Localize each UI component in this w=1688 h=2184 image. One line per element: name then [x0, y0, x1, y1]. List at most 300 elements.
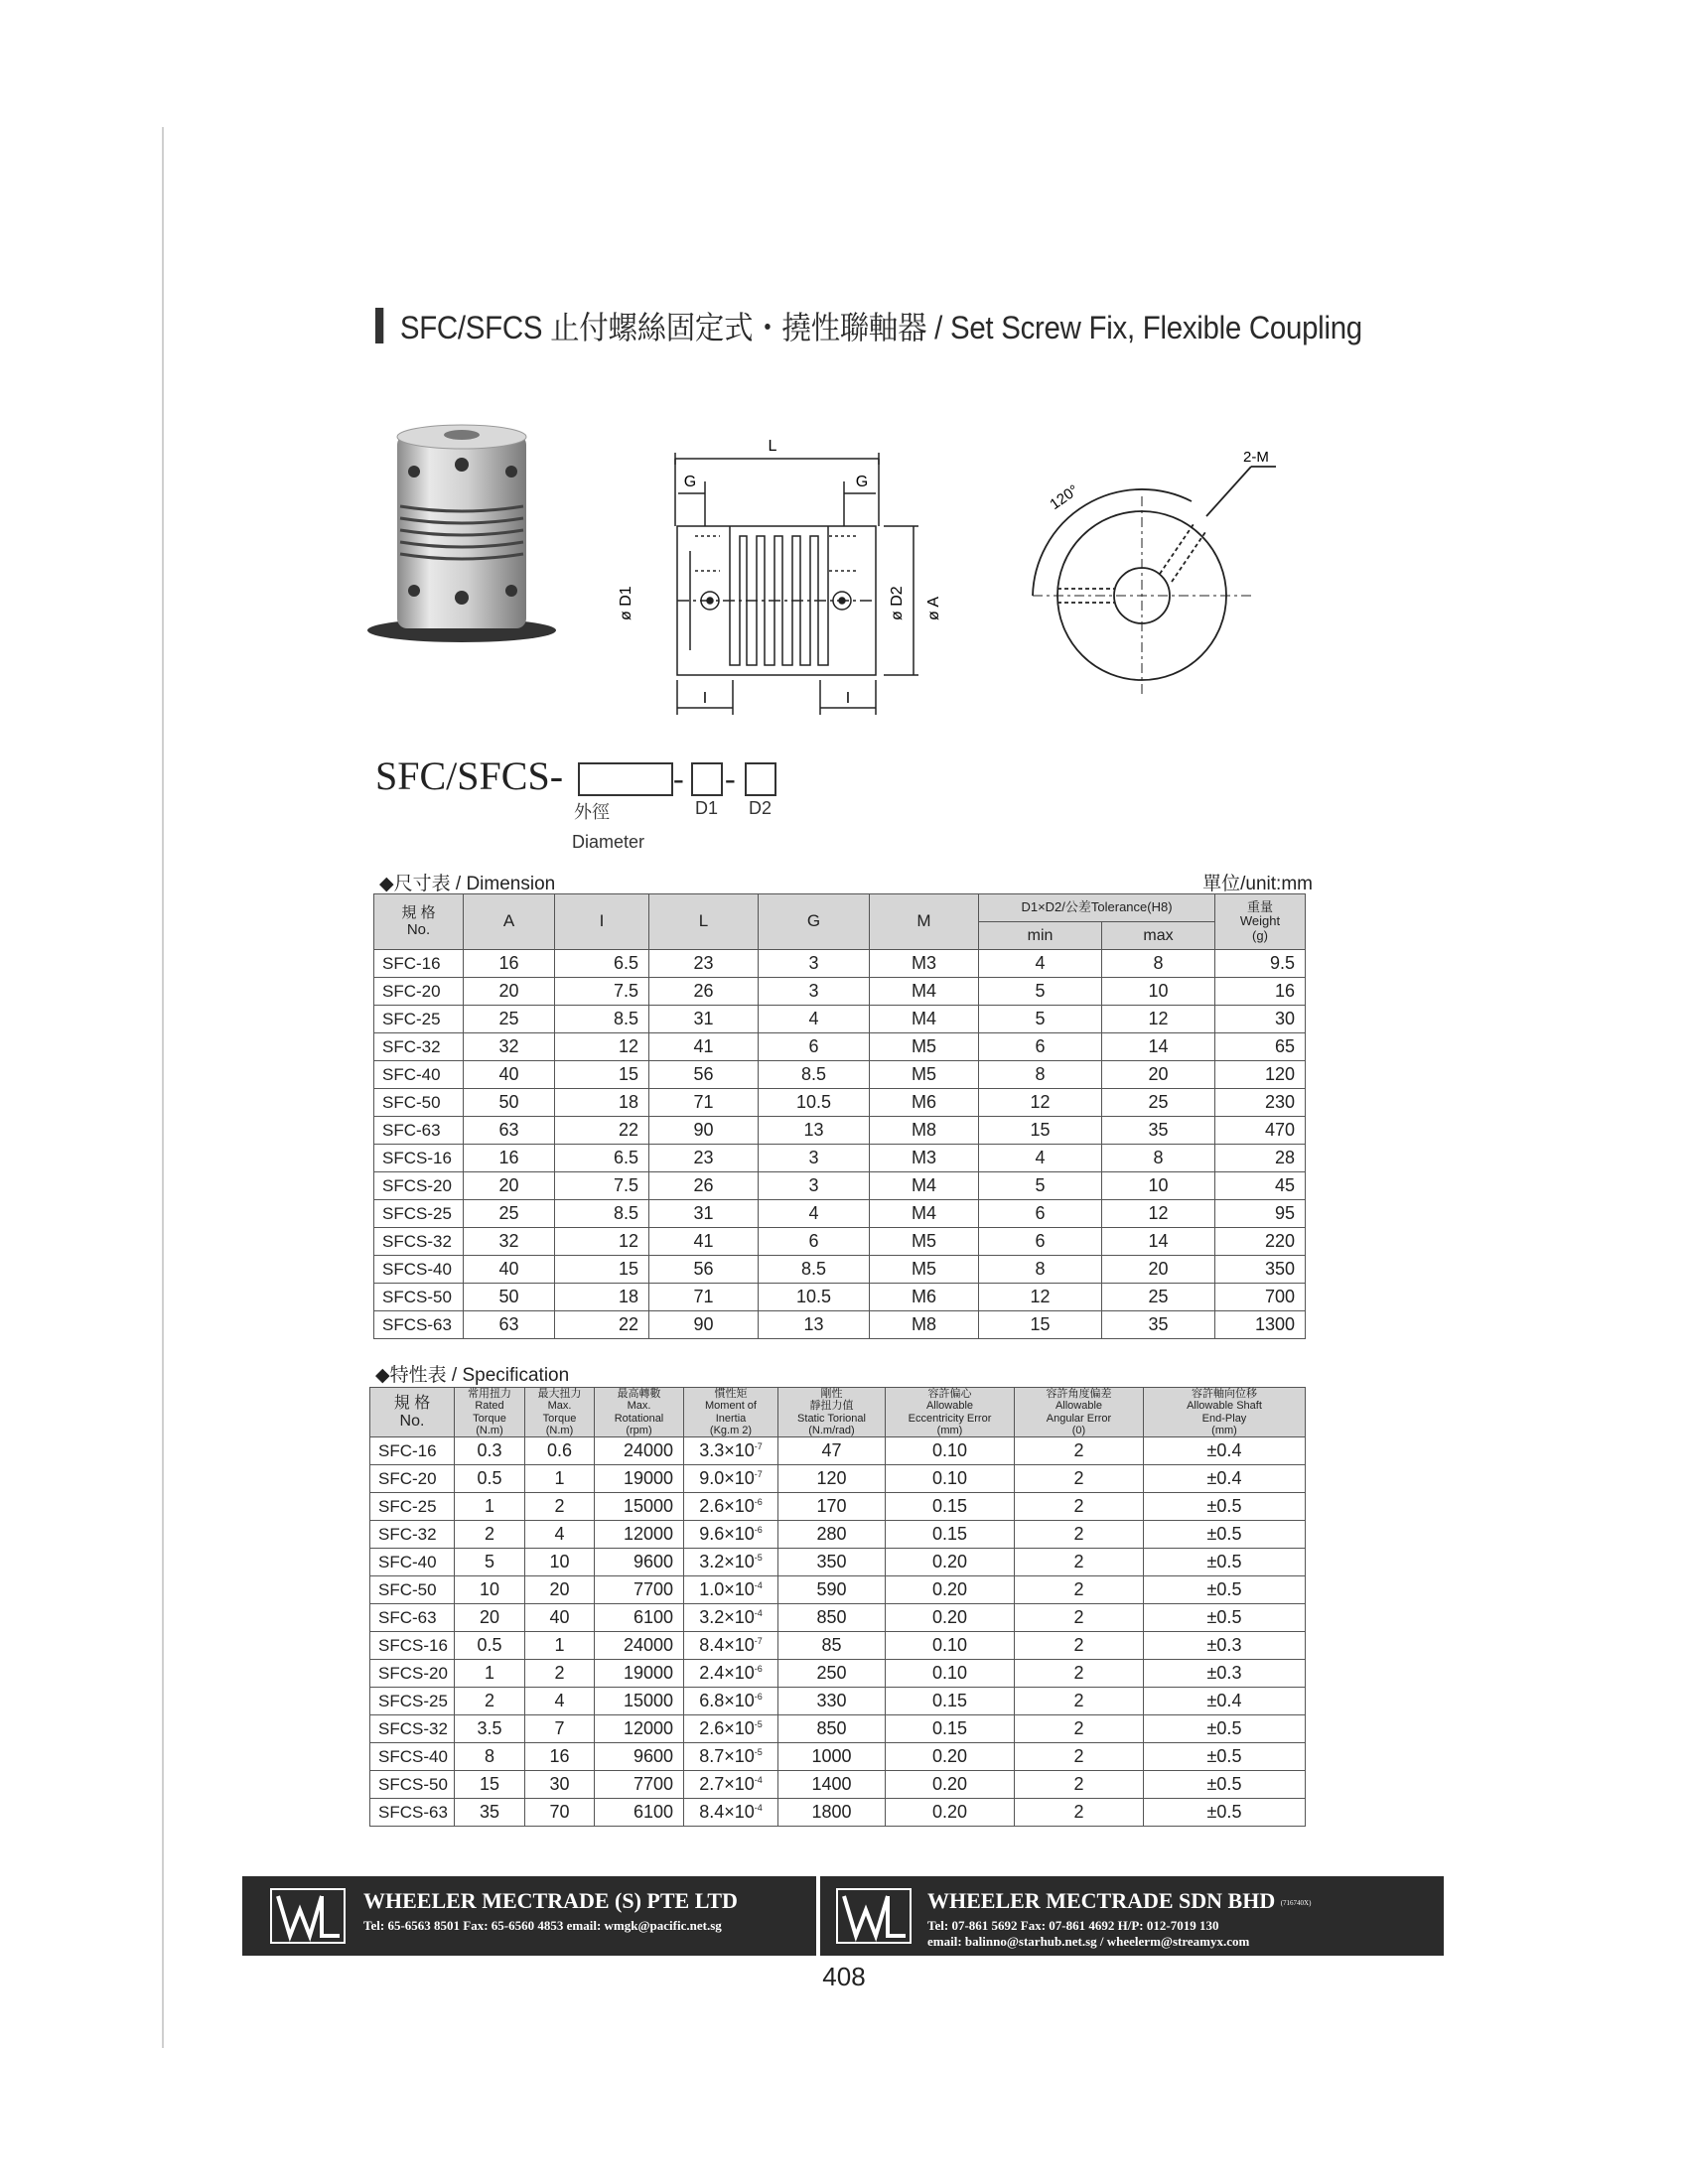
rated-torque-cell: 10	[455, 1576, 525, 1604]
max-rpm-cell: 6100	[595, 1799, 684, 1827]
table-cell: M5	[870, 1061, 979, 1089]
dim-label-D1: ø D1	[618, 586, 634, 620]
table-row	[370, 1604, 1306, 1632]
eccentricity-cell: 0.15	[886, 1521, 1015, 1549]
end-play-cell: ±0.5	[1144, 1743, 1306, 1771]
end-play-cell: ±0.5	[1144, 1493, 1306, 1521]
table-cell: 20	[464, 978, 555, 1006]
table-row	[370, 1743, 1306, 1771]
table-cell: 12	[555, 1228, 649, 1256]
angular-error-cell: 2	[1015, 1437, 1144, 1465]
model-number-cell: SFCS-63	[374, 1311, 464, 1339]
dim-label-I-right: I	[845, 690, 851, 707]
max-torque-cell: 1	[525, 1632, 595, 1660]
table-row	[370, 1688, 1306, 1715]
table-row	[370, 1660, 1306, 1688]
max-torque-cell: 2	[525, 1660, 595, 1688]
table-cell: 10.5	[759, 1089, 870, 1117]
inertia-cell: $8.4\times 10^{-7}$	[684, 1632, 778, 1660]
angular-error-cell: 2	[1015, 1549, 1144, 1576]
inertia-cell: $2.6\times 10^{-6}$	[684, 1493, 778, 1521]
table-cell: 5	[979, 1006, 1102, 1033]
model-number-cell: SFCS-50	[370, 1771, 455, 1799]
model-number-cell: SFC-63	[370, 1604, 455, 1632]
company-contact-right: Tel: 07-861 5692 Fax: 07-861 4692 H/P: 012-7019 130 email: balinno@starhub.net.sg / wheelerm@streamyx.com	[927, 1918, 1250, 1949]
table-cell: 71	[649, 1284, 759, 1311]
table-row	[370, 1715, 1306, 1743]
max-rpm-cell: 7700	[595, 1771, 684, 1799]
angular-error-cell: 2	[1015, 1521, 1144, 1549]
eccentricity-cell: 0.20	[886, 1799, 1015, 1827]
end-play-cell: ±0.5	[1144, 1549, 1306, 1576]
max-torque-cell: 2	[525, 1493, 595, 1521]
table-cell: M4	[870, 1172, 979, 1200]
angular-error-cell: 2	[1015, 1660, 1144, 1688]
inertia-cell: $6.8\times 10^{-6}$	[684, 1688, 778, 1715]
diameter-box	[578, 762, 673, 796]
table-cell: 31	[649, 1200, 759, 1228]
table-cell: 4	[759, 1006, 870, 1033]
table-cell: 23	[649, 950, 759, 978]
eccentricity-cell: 0.20	[886, 1743, 1015, 1771]
table-cell: 32	[464, 1033, 555, 1061]
static-torsional-cell: 280	[778, 1521, 886, 1549]
end-play-cell: ±0.5	[1144, 1715, 1306, 1743]
table-row	[374, 1117, 1306, 1145]
model-number-cell: SFC-16	[374, 950, 464, 978]
end-play-cell: ±0.4	[1144, 1465, 1306, 1493]
static-torsional-cell: 250	[778, 1660, 886, 1688]
max-rpm-cell: 15000	[595, 1688, 684, 1715]
table-cell: M3	[870, 950, 979, 978]
table-row	[370, 1632, 1306, 1660]
inertia-cell: $8.7\times 10^{-5}$	[684, 1743, 778, 1771]
eccentricity-cell: 0.10	[886, 1660, 1015, 1688]
max-rpm-cell: 9600	[595, 1549, 684, 1576]
max-rpm-cell: 12000	[595, 1521, 684, 1549]
col-weight: 重量 Weight (g)	[1215, 894, 1306, 950]
col-A: A	[464, 894, 555, 950]
eccentricity-cell: 0.20	[886, 1549, 1015, 1576]
table-row	[374, 1089, 1306, 1117]
col-max: max	[1102, 922, 1215, 950]
table-row	[374, 1311, 1306, 1339]
table-cell: 10	[1102, 1172, 1215, 1200]
dim-label-G-right: G	[855, 474, 869, 490]
model-number-cell: SFC-40	[374, 1061, 464, 1089]
table-row	[374, 1200, 1306, 1228]
table-cell: 12	[1102, 1200, 1215, 1228]
table-cell: 8	[979, 1256, 1102, 1284]
table-cell: 13	[759, 1311, 870, 1339]
table-cell: 12	[1102, 1006, 1215, 1033]
angular-error-cell: 2	[1015, 1465, 1144, 1493]
table-cell: 28	[1215, 1145, 1306, 1172]
static-torsional-cell: 170	[778, 1493, 886, 1521]
table-cell: 6.5	[555, 1145, 649, 1172]
max-rpm-cell: 19000	[595, 1465, 684, 1493]
inertia-cell: $2.4\times 10^{-6}$	[684, 1660, 778, 1688]
table-row	[374, 1006, 1306, 1033]
table-cell: 3	[759, 950, 870, 978]
model-number-cell: SFC-32	[374, 1033, 464, 1061]
table-cell: 35	[1102, 1311, 1215, 1339]
model-number-cell: SFC-16	[370, 1437, 455, 1465]
static-torsional-cell: 590	[778, 1576, 886, 1604]
model-number-cell: SFC-20	[374, 978, 464, 1006]
model-number-cell: SFC-20	[370, 1465, 455, 1493]
table-cell: 3	[759, 1145, 870, 1172]
angular-error-cell: 2	[1015, 1799, 1144, 1827]
model-number-cell: SFC-50	[374, 1089, 464, 1117]
table-cell: 1300	[1215, 1311, 1306, 1339]
table-cell: 41	[649, 1228, 759, 1256]
table-cell: 50	[464, 1284, 555, 1311]
table-cell: 20	[1102, 1256, 1215, 1284]
company-name-left: WHEELER MECTRADE (S) PTE LTD	[363, 1888, 738, 1913]
eccentricity-cell: 0.15	[886, 1688, 1015, 1715]
table-cell: 5	[979, 978, 1102, 1006]
table-cell: 25	[464, 1200, 555, 1228]
table-cell: 9.5	[1215, 950, 1306, 978]
table-cell: 15	[555, 1061, 649, 1089]
table-cell: M6	[870, 1089, 979, 1117]
inertia-cell: $3.3\times 10^{-7}$	[684, 1437, 778, 1465]
screw-label: 2-M	[1243, 449, 1269, 466]
table-cell: 25	[1102, 1089, 1215, 1117]
rated-torque-cell: 35	[455, 1799, 525, 1827]
rated-torque-cell: 15	[455, 1771, 525, 1799]
end-play-cell: ±0.3	[1144, 1632, 1306, 1660]
model-number-cell: SFCS-40	[370, 1743, 455, 1771]
table-cell: 35	[1102, 1117, 1215, 1145]
model-number-cell: SFC-25	[370, 1493, 455, 1521]
table-cell: M3	[870, 1145, 979, 1172]
table-cell: 12	[555, 1033, 649, 1061]
table-cell: 45	[1215, 1172, 1306, 1200]
spec-col-1: 常用扭力 Rated Torque (N.m)	[455, 1388, 525, 1437]
table-cell: 350	[1215, 1256, 1306, 1284]
inertia-cell: $9.6\times 10^{-6}$	[684, 1521, 778, 1549]
dim-label-I-left: I	[702, 690, 708, 707]
table-cell: M5	[870, 1256, 979, 1284]
max-torque-cell: 10	[525, 1549, 595, 1576]
inertia-cell: $2.6\times 10^{-5}$	[684, 1715, 778, 1743]
table-row	[374, 978, 1306, 1006]
end-play-cell: ±0.5	[1144, 1799, 1306, 1827]
table-cell: M8	[870, 1311, 979, 1339]
table-cell: 8.5	[555, 1200, 649, 1228]
dim-label-L: L	[768, 438, 777, 455]
table-cell: 18	[555, 1089, 649, 1117]
static-torsional-cell: 330	[778, 1688, 886, 1715]
model-number-cell: SFCS-50	[374, 1284, 464, 1311]
inertia-cell: $1.0\times 10^{-4}$	[684, 1576, 778, 1604]
table-cell: 15	[555, 1256, 649, 1284]
rated-torque-cell: 2	[455, 1688, 525, 1715]
max-rpm-cell: 6100	[595, 1604, 684, 1632]
table-cell: 90	[649, 1311, 759, 1339]
table-cell: 90	[649, 1117, 759, 1145]
end-view-drawing	[1013, 447, 1281, 705]
specification-table	[369, 1387, 1306, 1827]
table-row	[370, 1799, 1306, 1827]
table-row	[370, 1521, 1306, 1549]
dim-label-D2: ø D2	[889, 586, 906, 620]
static-torsional-cell: 1800	[778, 1799, 886, 1827]
col-I: I	[555, 894, 649, 950]
table-cell: 3	[759, 1172, 870, 1200]
table-cell: 8.5	[759, 1256, 870, 1284]
table-cell: 15	[979, 1311, 1102, 1339]
diameter-label-en: Diameter	[572, 832, 645, 852]
page-margin-line	[162, 127, 164, 2048]
page-title	[375, 303, 1362, 348]
table-cell: 4	[979, 950, 1102, 978]
d2-label: D2	[749, 798, 773, 818]
table-cell: 5	[979, 1172, 1102, 1200]
table-cell: 8.5	[759, 1061, 870, 1089]
table-cell: 16	[1215, 978, 1306, 1006]
model-number-cell: SFCS-32	[370, 1715, 455, 1743]
table-row	[374, 1172, 1306, 1200]
table-row	[370, 1465, 1306, 1493]
table-cell: 10	[1102, 978, 1215, 1006]
table-cell: 6	[979, 1033, 1102, 1061]
model-number-cell: SFC-40	[370, 1549, 455, 1576]
table-row	[374, 1256, 1306, 1284]
spec-col-4: 慣性矩 Moment of Inertia (Kg.m 2)	[684, 1388, 778, 1437]
rated-torque-cell: 20	[455, 1604, 525, 1632]
d2-box	[745, 762, 776, 796]
table-cell: M4	[870, 978, 979, 1006]
max-rpm-cell: 24000	[595, 1437, 684, 1465]
static-torsional-cell: 850	[778, 1715, 886, 1743]
model-number-cell: SFC-32	[370, 1521, 455, 1549]
table-cell: 6	[979, 1228, 1102, 1256]
table-cell: 7.5	[555, 1172, 649, 1200]
dimension-heading: ◆尺寸表 / Dimension	[379, 874, 556, 894]
max-rpm-cell: 19000	[595, 1660, 684, 1688]
static-torsional-cell: 1000	[778, 1743, 886, 1771]
table-cell: 32	[464, 1228, 555, 1256]
table-cell: 10.5	[759, 1284, 870, 1311]
rated-torque-cell: 1	[455, 1493, 525, 1521]
rated-torque-cell: 0.3	[455, 1437, 525, 1465]
table-cell: 6	[759, 1228, 870, 1256]
max-torque-cell: 16	[525, 1743, 595, 1771]
table-cell: 40	[464, 1256, 555, 1284]
col-no: 規 格 No.	[374, 894, 464, 950]
eccentricity-cell: 0.10	[886, 1632, 1015, 1660]
model-number-cell: SFCS-25	[374, 1200, 464, 1228]
table-cell: 30	[1215, 1006, 1306, 1033]
table-cell: 6.5	[555, 950, 649, 978]
eccentricity-cell: 0.15	[886, 1715, 1015, 1743]
spec-col-no: 規 格 No.	[370, 1388, 455, 1437]
max-torque-cell: 40	[525, 1604, 595, 1632]
static-torsional-cell: 120	[778, 1465, 886, 1493]
max-torque-cell: 7	[525, 1715, 595, 1743]
dash-1: -	[673, 760, 684, 796]
table-cell: 14	[1102, 1228, 1215, 1256]
model-number-cell: SFC-25	[374, 1006, 464, 1033]
table-cell: 22	[555, 1117, 649, 1145]
end-play-cell: ±0.5	[1144, 1771, 1306, 1799]
table-cell: 23	[649, 1145, 759, 1172]
eccentricity-cell: 0.20	[886, 1771, 1015, 1799]
table-cell: M4	[870, 1200, 979, 1228]
rated-torque-cell: 8	[455, 1743, 525, 1771]
table-cell: 40	[464, 1061, 555, 1089]
table-cell: 4	[979, 1145, 1102, 1172]
rated-torque-cell: 2	[455, 1521, 525, 1549]
table-cell: 6	[759, 1033, 870, 1061]
max-rpm-cell: 12000	[595, 1715, 684, 1743]
table-cell: 7.5	[555, 978, 649, 1006]
table-cell: 41	[649, 1033, 759, 1061]
table-row	[370, 1437, 1306, 1465]
table-cell: 20	[464, 1172, 555, 1200]
dim-label-A: ø A	[925, 596, 942, 620]
spec-col-2: 最大扭力 Max. Torque (N.m)	[525, 1388, 595, 1437]
spec-col-8: 容許軸向位移 Allowable Shaft End-Play (mm)	[1144, 1388, 1306, 1437]
static-torsional-cell: 47	[778, 1437, 886, 1465]
page-number: 408	[822, 1962, 866, 1991]
table-cell: 20	[1102, 1061, 1215, 1089]
table-row	[374, 1061, 1306, 1089]
table-cell: 12	[979, 1089, 1102, 1117]
end-play-cell: ±0.5	[1144, 1604, 1306, 1632]
side-view-drawing	[596, 427, 993, 735]
inertia-cell: $3.2\times 10^{-5}$	[684, 1549, 778, 1576]
company-logo-left	[270, 1888, 346, 1944]
static-torsional-cell: 850	[778, 1604, 886, 1632]
table-cell: M5	[870, 1228, 979, 1256]
dash-2: -	[725, 760, 736, 796]
table-cell: M8	[870, 1117, 979, 1145]
table-cell: 50	[464, 1089, 555, 1117]
angular-error-cell: 2	[1015, 1771, 1144, 1799]
company-contact-left: Tel: 65-6563 8501 Fax: 65-6560 4853 email: wmgk@pacific.net.sg	[363, 1918, 722, 1933]
table-cell: 56	[649, 1061, 759, 1089]
table-cell: 12	[979, 1284, 1102, 1311]
table-cell: 220	[1215, 1228, 1306, 1256]
col-M: M	[870, 894, 979, 950]
table-cell: 18	[555, 1284, 649, 1311]
table-row	[370, 1493, 1306, 1521]
coupling-photo	[362, 417, 561, 655]
table-cell: 16	[464, 950, 555, 978]
table-cell: 63	[464, 1311, 555, 1339]
table-cell: 4	[759, 1200, 870, 1228]
table-cell: 26	[649, 1172, 759, 1200]
table-cell: 15	[979, 1117, 1102, 1145]
table-cell: 3	[759, 978, 870, 1006]
max-torque-cell: 70	[525, 1799, 595, 1827]
footer-divider	[816, 1876, 820, 1956]
model-number-cell: SFCS-63	[370, 1799, 455, 1827]
static-torsional-cell: 350	[778, 1549, 886, 1576]
table-cell: 6	[979, 1200, 1102, 1228]
model-number-cell: SFC-50	[370, 1576, 455, 1604]
table-cell: 25	[1102, 1284, 1215, 1311]
table-cell: 65	[1215, 1033, 1306, 1061]
end-play-cell: ±0.3	[1144, 1660, 1306, 1688]
unit-label: 單位/unit:mm	[1202, 874, 1313, 894]
table-row	[374, 950, 1306, 978]
table-cell: 63	[464, 1117, 555, 1145]
model-number-cell: SFCS-25	[370, 1688, 455, 1715]
table-row	[370, 1771, 1306, 1799]
model-number-cell: SFCS-20	[370, 1660, 455, 1688]
eccentricity-cell: 0.10	[886, 1437, 1015, 1465]
col-L: L	[649, 894, 759, 950]
table-cell: 71	[649, 1089, 759, 1117]
max-torque-cell: 1	[525, 1465, 595, 1493]
spec-col-5: 剛性 靜扭力值 Static Torional (N.m/rad)	[778, 1388, 886, 1437]
table-cell: 22	[555, 1311, 649, 1339]
inertia-cell: $3.2\times 10^{-4}$	[684, 1604, 778, 1632]
end-play-cell: ±0.5	[1144, 1576, 1306, 1604]
max-torque-cell: 0.6	[525, 1437, 595, 1465]
max-torque-cell: 30	[525, 1771, 595, 1799]
max-torque-cell: 4	[525, 1688, 595, 1715]
spec-col-7: 容許角度偏差 Allowable Angular Error (0)	[1015, 1388, 1144, 1437]
diameter-label-cn: 外徑	[574, 802, 610, 822]
static-torsional-cell: 85	[778, 1632, 886, 1660]
max-rpm-cell: 7700	[595, 1576, 684, 1604]
spec-col-6: 容許偏心 Allowable Eccentricity Error (mm)	[886, 1388, 1015, 1437]
table-cell: 700	[1215, 1284, 1306, 1311]
rated-torque-cell: 0.5	[455, 1632, 525, 1660]
eccentricity-cell: 0.20	[886, 1604, 1015, 1632]
static-torsional-cell: 1400	[778, 1771, 886, 1799]
end-play-cell: ±0.5	[1144, 1521, 1306, 1549]
rated-torque-cell: 5	[455, 1549, 525, 1576]
model-number-cell: SFCS-32	[374, 1228, 464, 1256]
table-cell: 470	[1215, 1117, 1306, 1145]
table-cell: 16	[464, 1145, 555, 1172]
max-rpm-cell: 9600	[595, 1743, 684, 1771]
table-cell: 26	[649, 978, 759, 1006]
table-cell: 120	[1215, 1061, 1306, 1089]
table-row	[374, 1145, 1306, 1172]
max-torque-cell: 4	[525, 1521, 595, 1549]
spec-col-3: 最高轉數 Max. Rotational (rpm)	[595, 1388, 684, 1437]
rated-torque-cell: 0.5	[455, 1465, 525, 1493]
angular-error-cell: 2	[1015, 1632, 1144, 1660]
col-G: G	[759, 894, 870, 950]
max-rpm-cell: 15000	[595, 1493, 684, 1521]
max-rpm-cell: 24000	[595, 1632, 684, 1660]
table-cell: 8.5	[555, 1006, 649, 1033]
angle-label: 120°	[1047, 481, 1082, 514]
model-number-cell: SFCS-40	[374, 1256, 464, 1284]
angular-error-cell: 2	[1015, 1743, 1144, 1771]
dim-label-G-left: G	[683, 474, 697, 490]
inertia-cell: $9.0\times 10^{-7}$	[684, 1465, 778, 1493]
table-row	[370, 1576, 1306, 1604]
company-logo-right	[836, 1888, 912, 1944]
title-bar	[375, 308, 383, 343]
table-cell: M6	[870, 1284, 979, 1311]
inertia-cell: $8.4\times 10^{-4}$	[684, 1799, 778, 1827]
col-min: min	[979, 922, 1102, 950]
rated-torque-cell: 3.5	[455, 1715, 525, 1743]
footer-banner	[242, 1876, 1444, 1956]
table-cell: M5	[870, 1033, 979, 1061]
